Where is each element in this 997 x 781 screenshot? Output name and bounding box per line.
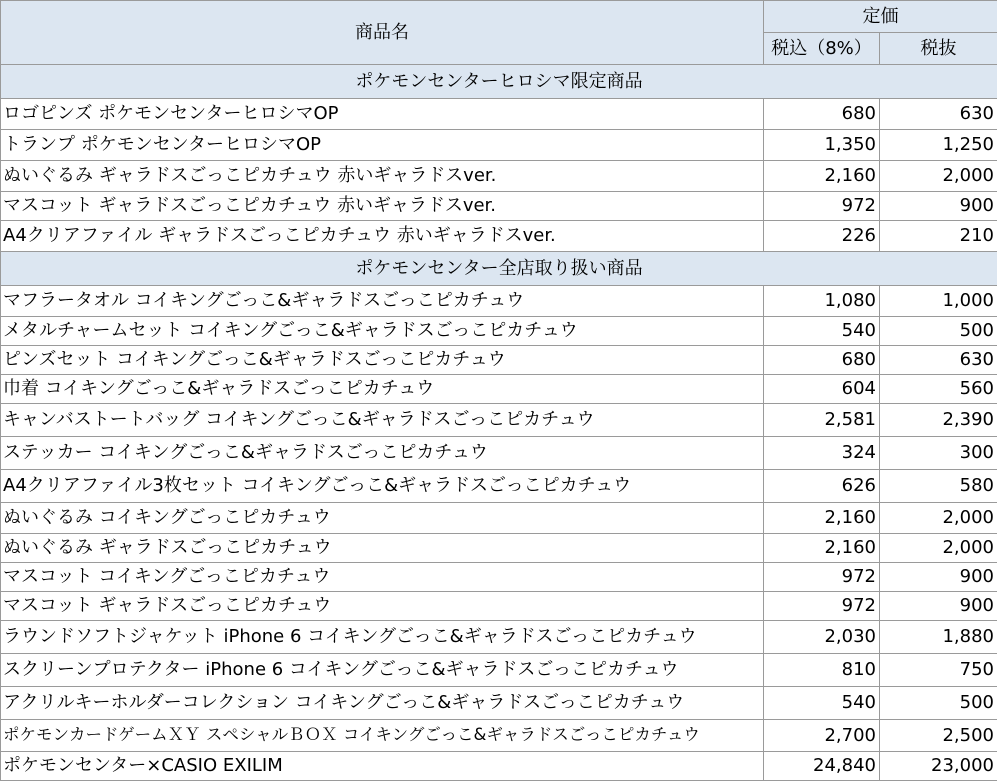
item-price-incl: 226: [764, 221, 880, 252]
item-price-incl: 972: [764, 192, 880, 221]
item-price-excl: 900: [880, 192, 997, 221]
item-price-incl: 2,581: [764, 404, 880, 437]
item-price-incl: 972: [764, 563, 880, 592]
item-name: A4クリアファイル3枚セット コイキングごっこ&ギャラドスごっこピカチュウ: [1, 470, 764, 503]
item-name: ポケモンセンター×CASIO EXILIM: [1, 752, 764, 781]
item-price-excl: 630: [880, 346, 997, 375]
item-name: メタルチャームセット コイキングごっこ&ギャラドスごっこピカチュウ: [1, 317, 764, 346]
item-name: ピンズセット コイキングごっこ&ギャラドスごっこピカチュウ: [1, 346, 764, 375]
item-name: アクリルキーホルダーコレクション コイキングごっこ&ギャラドスごっこピカチュウ: [1, 687, 764, 720]
item-price-excl: 2,000: [880, 503, 997, 534]
item-price-excl: 2,000: [880, 161, 997, 192]
item-price-excl: 500: [880, 317, 997, 346]
item-price-incl: 680: [764, 99, 880, 130]
section-title-all-stores: ポケモンセンター全店取り扱い商品: [1, 252, 997, 286]
header-tax-included: 税込（8%）: [764, 33, 880, 65]
item-price-incl: 604: [764, 375, 880, 404]
item-name: ポケモンカードゲームＸＹ スペシャルＢＯＸ コイキングごっこ&ギャラドスごっこピカチュウ: [1, 720, 764, 752]
item-price-excl: 300: [880, 437, 997, 470]
item-name: ラウンドソフトジャケット iPhone 6 コイキングごっこ&ギャラドスごっこピカチュウ: [1, 621, 764, 654]
item-price-incl: 2,160: [764, 534, 880, 563]
item-price-incl: 24,840: [764, 752, 880, 781]
item-price-excl: 580: [880, 470, 997, 503]
item-price-incl: 1,350: [764, 130, 880, 161]
item-price-incl: 972: [764, 592, 880, 621]
item-price-excl: 1,880: [880, 621, 997, 654]
item-price-incl: 540: [764, 317, 880, 346]
item-price-incl: 2,160: [764, 503, 880, 534]
item-name: マスコット ギャラドスごっこピカチュウ: [1, 592, 764, 621]
item-price-incl: 626: [764, 470, 880, 503]
item-name: キャンバストートバッグ コイキングごっこ&ギャラドスごっこピカチュウ: [1, 404, 764, 437]
item-price-incl: 2,160: [764, 161, 880, 192]
item-price-incl: 680: [764, 346, 880, 375]
item-name: スクリーンプロテクター iPhone 6 コイキングごっこ&ギャラドスごっこピカチュウ: [1, 654, 764, 687]
item-name: ぬいぐるみ コイキングごっこピカチュウ: [1, 503, 764, 534]
item-price-excl: 2,000: [880, 534, 997, 563]
item-price-excl: 2,500: [880, 720, 997, 752]
item-name: A4クリアファイル ギャラドスごっこピカチュウ 赤いギャラドスver.: [1, 221, 764, 252]
item-price-incl: 810: [764, 654, 880, 687]
header-list-price: 定価: [764, 1, 997, 33]
item-price-excl: 750: [880, 654, 997, 687]
item-name: 巾着 コイキングごっこ&ギャラドスごっこピカチュウ: [1, 375, 764, 404]
item-price-incl: 1,080: [764, 286, 880, 317]
item-price-excl: 210: [880, 221, 997, 252]
item-price-excl: 2,390: [880, 404, 997, 437]
item-name: マスコット ギャラドスごっこピカチュウ 赤いギャラドスver.: [1, 192, 764, 221]
item-price-excl: 1,000: [880, 286, 997, 317]
item-price-incl: 540: [764, 687, 880, 720]
item-name: ステッカー コイキングごっこ&ギャラドスごっこピカチュウ: [1, 437, 764, 470]
item-price-excl: 500: [880, 687, 997, 720]
item-name: マフラータオル コイキングごっこ&ギャラドスごっこピカチュウ: [1, 286, 764, 317]
item-price-excl: 630: [880, 99, 997, 130]
item-price-excl: 900: [880, 592, 997, 621]
item-name: ロゴピンズ ポケモンセンターヒロシマOP: [1, 99, 764, 130]
item-name: トランプ ポケモンセンターヒロシマOP: [1, 130, 764, 161]
item-price-incl: 2,700: [764, 720, 880, 752]
section-title-hiroshima-limited: ポケモンセンターヒロシマ限定商品: [1, 65, 997, 99]
header-tax-excluded: 税抜: [880, 33, 997, 65]
item-price-excl: 560: [880, 375, 997, 404]
item-name: ぬいぐるみ ギャラドスごっこピカチュウ: [1, 534, 764, 563]
item-name: マスコット コイキングごっこピカチュウ: [1, 563, 764, 592]
item-price-excl: 900: [880, 563, 997, 592]
item-price-incl: 324: [764, 437, 880, 470]
item-price-excl: 1,250: [880, 130, 997, 161]
item-price-incl: 2,030: [764, 621, 880, 654]
item-price-excl: 23,000: [880, 752, 997, 781]
item-name: ぬいぐるみ ギャラドスごっこピカチュウ 赤いギャラドスver.: [1, 161, 764, 192]
header-product-name: 商品名: [1, 1, 764, 65]
